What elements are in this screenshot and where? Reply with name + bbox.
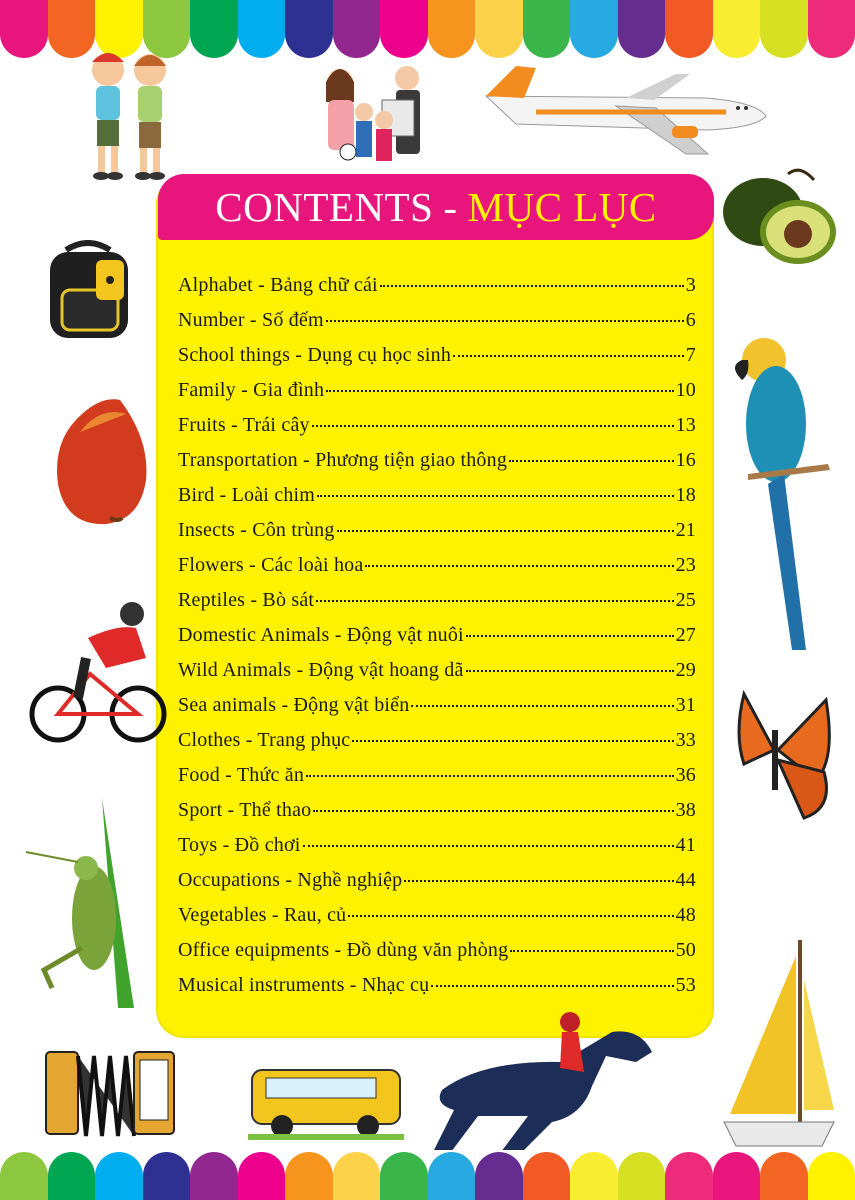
toc-entry[interactable] — [178, 939, 696, 974]
scallop-tab — [808, 1152, 855, 1200]
title-vietnamese: MỤC LỤC — [467, 184, 657, 230]
toc-entry[interactable] — [178, 624, 696, 659]
scallop-tab — [190, 1152, 238, 1200]
toc-dot-leader — [380, 285, 684, 287]
scallop-tab — [428, 0, 476, 58]
toc-dot-leader — [337, 530, 674, 532]
toc-entry-page: 3 — [685, 274, 696, 296]
scallop-tab — [380, 0, 428, 58]
cyclist-illustration — [28, 598, 168, 744]
toc-entry-label: Wild Animals - Động vật hoang dã — [178, 659, 464, 681]
scallop-tab — [0, 0, 48, 58]
toc-entry-label: Toys - Đồ chơi — [178, 834, 301, 856]
toc-dot-leader — [453, 355, 684, 357]
scallop-tab — [808, 0, 855, 58]
scallop-tab — [95, 1152, 143, 1200]
toc-dot-leader — [352, 740, 673, 742]
toc-dot-leader — [317, 495, 674, 497]
toc-entry[interactable] — [178, 379, 696, 414]
scallop-tab — [475, 0, 523, 58]
toc-entry[interactable] — [178, 834, 696, 869]
scallop-tab — [0, 1152, 48, 1200]
toc-entry[interactable] — [178, 974, 696, 1009]
accordion-illustration — [42, 1042, 178, 1142]
scallop-tab — [665, 0, 713, 58]
scallop-tab — [238, 0, 286, 58]
toc-entry-label: Sea animals - Động vật biển — [178, 694, 410, 716]
scallop-tab — [143, 1152, 191, 1200]
scallop-tab — [665, 1152, 713, 1200]
toc-entry[interactable] — [178, 519, 696, 554]
scallop-tab — [570, 1152, 618, 1200]
toc-entry-page: 6 — [685, 309, 696, 331]
toc-dot-leader — [348, 915, 673, 917]
toc-entry[interactable] — [178, 659, 696, 694]
toc-entry-page: 7 — [685, 344, 696, 366]
toc-dot-leader — [404, 880, 673, 882]
toc-dot-leader — [326, 390, 673, 392]
scallop-tab — [285, 1152, 333, 1200]
scallop-tab — [618, 1152, 666, 1200]
scallop-tab — [618, 0, 666, 58]
scallop-tab — [428, 1152, 476, 1200]
toc-entry[interactable] — [178, 799, 696, 834]
toc-entry-label: Sport - Thể thao — [178, 799, 312, 821]
scallop-tab — [48, 1152, 96, 1200]
scallop-tab — [333, 0, 381, 58]
toc-entry[interactable] — [178, 869, 696, 904]
parrot-illustration — [728, 334, 844, 654]
toc-entry-label: Flowers - Các loài hoa — [178, 554, 364, 576]
toc-dot-leader — [466, 670, 674, 672]
toc-entry-label: Insects - Côn trùng — [178, 519, 335, 541]
toc-dot-leader — [303, 845, 674, 847]
toc-entry-label: Vegetables - Rau, củ — [178, 904, 347, 926]
toc-entry-page: 48 — [675, 904, 696, 926]
scallop-tab — [523, 1152, 571, 1200]
mango-illustration — [50, 392, 156, 528]
toc-dot-leader — [411, 705, 673, 707]
butterfly-illustration — [734, 690, 832, 824]
toc-entry-label: Family - Gia đình — [178, 379, 325, 401]
toc-entry-label: Reptiles - Bò sát — [178, 589, 315, 611]
scallop-tab — [285, 0, 333, 58]
title-english: CONTENTS — [215, 184, 434, 230]
scallop-tab — [333, 1152, 381, 1200]
avocado-illustration — [718, 162, 840, 270]
toc-entry-label: School things - Dụng cụ học sinh — [178, 344, 452, 366]
bottom-scallop-border — [0, 1152, 855, 1200]
toc-entry[interactable] — [178, 554, 696, 589]
airplane-illustration — [476, 66, 778, 160]
toc-entry[interactable] — [178, 414, 696, 449]
toc-dot-leader — [313, 810, 673, 812]
toc-entry-label: Food - Thức ăn — [178, 764, 305, 786]
scallop-tab — [760, 1152, 808, 1200]
school-bus-illustration — [246, 1058, 406, 1146]
toc-entry-page: 50 — [675, 939, 696, 961]
toc-entry-page: 31 — [675, 694, 696, 716]
toc-entry-label: Occupations - Nghề nghiệp — [178, 869, 403, 891]
title-separator: - — [443, 184, 458, 230]
toc-entry-label: Office equipments - Đồ dùng văn phòng — [178, 939, 509, 961]
scallop-tab — [713, 0, 761, 58]
toc-entry-label: Clothes - Trang phục — [178, 729, 351, 751]
toc-entry-label: Transportation - Phương tiện giao thông — [178, 449, 508, 471]
toc-entry-label: Fruits - Trái cây — [178, 414, 310, 436]
toc-entry[interactable] — [178, 274, 696, 309]
toc-dot-leader — [306, 775, 674, 777]
scallop-tab — [570, 0, 618, 58]
toc-entry-page: 33 — [675, 729, 696, 751]
toc-entry-page: 13 — [675, 414, 696, 436]
toc-dot-leader — [509, 460, 674, 462]
title-banner — [158, 174, 714, 240]
toc-entry[interactable] — [178, 904, 696, 939]
toc-entry-page: 23 — [675, 554, 696, 576]
toc-entry-page: 44 — [675, 869, 696, 891]
toc-dot-leader — [312, 425, 674, 427]
toc-entry-page: 10 — [675, 379, 696, 401]
family-illustration — [312, 60, 440, 172]
sailboat-illustration — [718, 940, 838, 1152]
toc-entry-label: Alphabet - Bảng chữ cái — [178, 274, 378, 296]
toc-entry-page: 53 — [675, 974, 696, 996]
toc-entry-label: Musical instruments - Nhạc cụ — [178, 974, 430, 996]
toc-entry-label: Domestic Animals - Động vật nuôi — [178, 624, 464, 646]
toc-entry-page: 18 — [675, 484, 696, 506]
toc-entry[interactable] — [178, 484, 696, 519]
toc-entry-page: 25 — [675, 589, 696, 611]
toc-entry[interactable] — [178, 344, 696, 379]
toc-entry-page: 29 — [675, 659, 696, 681]
toc-entry[interactable] — [178, 764, 696, 799]
toc-entry-label: Bird - Loài chim — [178, 484, 316, 506]
toc-entry-page: 41 — [675, 834, 696, 856]
toc-dot-leader — [326, 320, 684, 322]
scallop-tab — [760, 0, 808, 58]
scallop-tab — [475, 1152, 523, 1200]
racehorse-illustration — [422, 1010, 670, 1150]
scallop-tab — [380, 1152, 428, 1200]
toc-entry[interactable] — [178, 449, 696, 484]
scallop-tab — [190, 0, 238, 58]
toc-dot-leader — [316, 600, 673, 602]
toc-dot-leader — [431, 985, 673, 987]
scallop-tab — [238, 1152, 286, 1200]
toc-entry-page: 21 — [675, 519, 696, 541]
toc-entry-page: 27 — [675, 624, 696, 646]
scallop-tab — [523, 0, 571, 58]
toc-entry-page: 36 — [675, 764, 696, 786]
toc-entry-label: Number - Số đếm — [178, 309, 324, 331]
toc-entry-page: 38 — [675, 799, 696, 821]
toc-dot-leader — [466, 635, 674, 637]
two-boys-illustration — [78, 42, 183, 184]
toc-dot-leader — [510, 950, 673, 952]
backpack-illustration — [36, 240, 142, 346]
toc-entry[interactable] — [178, 589, 696, 624]
grasshopper-illustration — [22, 798, 140, 1010]
toc-entry-page: 16 — [675, 449, 696, 471]
table-of-contents — [178, 274, 696, 1009]
toc-entry[interactable] — [178, 694, 696, 729]
toc-entry[interactable] — [178, 309, 696, 344]
toc-dot-leader — [365, 565, 673, 567]
toc-entry[interactable] — [178, 729, 696, 764]
scallop-tab — [713, 1152, 761, 1200]
